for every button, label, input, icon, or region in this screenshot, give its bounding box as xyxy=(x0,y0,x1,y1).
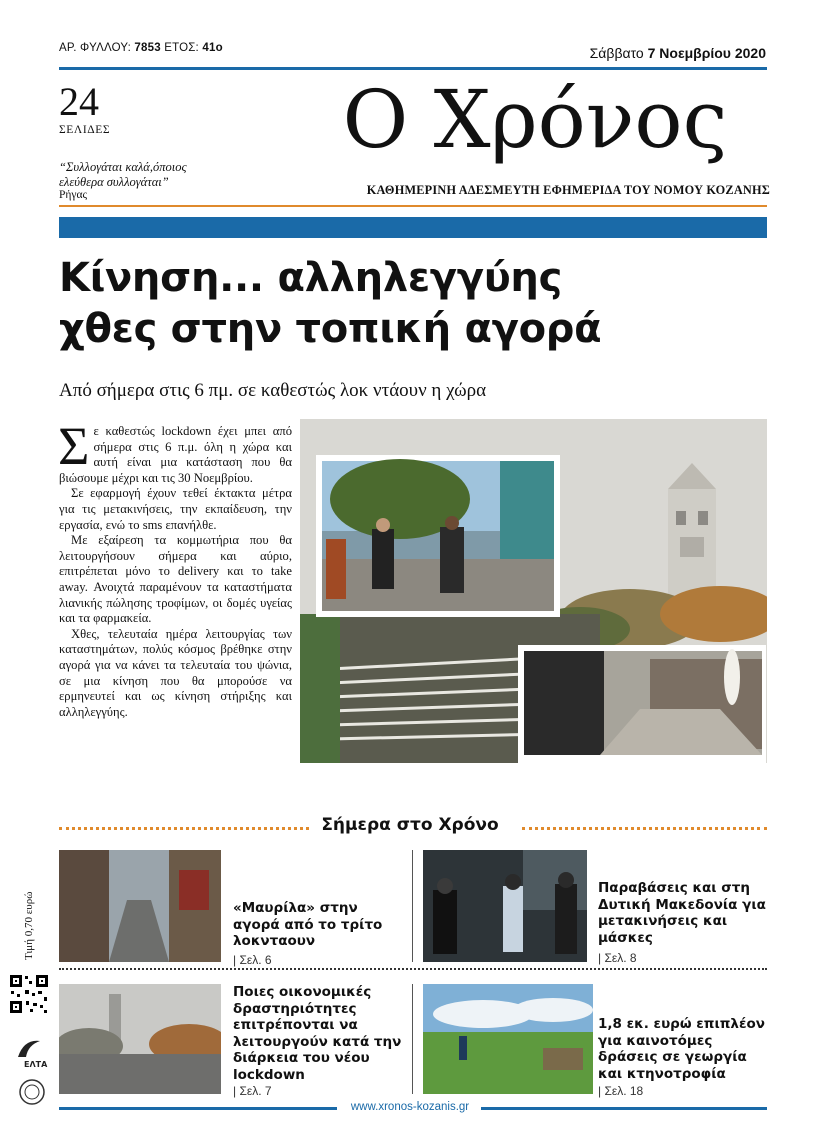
qr-code-icon xyxy=(8,973,50,1015)
card-photo-3 xyxy=(59,984,221,1094)
farm-photo xyxy=(423,984,593,1094)
article-paragraph: Σε καθεστώς lockdown έχει μπει από σήμερα στις 6 π.μ. όλη η χώρα και αυτή είναι μια κατάσταση που θα βιώσουμε μέχρι και τις 30 Νοεμβρίου. xyxy=(58,416,292,485)
section-dots-right xyxy=(522,827,767,830)
elta-logo xyxy=(14,1035,50,1069)
page-count-label: ΣΕΛΙΔΕΣ xyxy=(59,124,111,136)
card-page-1: | Σελ. 6 xyxy=(233,953,272,967)
lead-article-body xyxy=(58,416,292,720)
issue-date: Σάββατο 7 Νοεμβρίου 2020 xyxy=(589,45,766,61)
svg-text:ΕΛΤΑ: ΕΛΤΑ xyxy=(24,1060,48,1069)
card-title-2[interactable]: Παραβάσεις και στη Δυτική Μακεδονία για μετακινήσεις και μάσκες xyxy=(598,880,766,946)
photo-collage-svg xyxy=(300,419,767,763)
card-page-2: | Σελ. 8 xyxy=(598,951,637,965)
motto-quote: “Συλλογάται καλά,όποιος ελεύθερα συλλογάται” xyxy=(59,160,187,189)
square-photo xyxy=(59,984,221,1094)
card-title-4[interactable]: 1,8 εκ. ευρώ επιπλέον για καινοτόμες δράσεις σε γεωργία και κτηνοτροφία xyxy=(598,1016,765,1082)
motto-author: Ρήγας xyxy=(59,189,88,201)
footer-rule-right xyxy=(481,1107,767,1110)
card-divider-vertical xyxy=(412,850,413,962)
website-link[interactable]: www.xronos-kozanis.gr xyxy=(350,1101,470,1113)
card-photo-4 xyxy=(423,984,593,1094)
card-page-3: | Σελ. 7 xyxy=(233,1084,272,1098)
section-title-today: Σήμερα στο Χρόνο xyxy=(321,815,499,835)
card-photo-2 xyxy=(423,850,587,962)
blue-band xyxy=(59,217,767,238)
masthead-title: Ο Χρόνος xyxy=(342,73,728,166)
article-paragraph: Χθες, τελευταία ημέρα λειτουργίας των καταστημάτων, πολύς κόσμος βρέθηκε στην αγορά για να κάνει τα τελευταία του ψώνια, σε μια κίνηση που θα μπορούσε να ερμηνευτεί και ως κίνηση στήριξης και αλληλεγγύης. xyxy=(59,626,292,719)
header-rule xyxy=(59,205,767,207)
card-divider-horizontal xyxy=(59,968,767,970)
article-paragraph: Με εξαίρεση τα κομμωτήρια που θα λειτουργήσουν σήμερα και αύριο, επιτρέπεται μόνο το delivery και το take away. Ανοιχτά παραμένουν τα καταστήματα λιανικής πώλησης τροφίμων, οι δομές υγείας και τα φαρμακεία. xyxy=(59,533,292,626)
article-paragraph: Σε εφαρμογή έχουν τεθεί έκτακτα μέτρα για τις μετακινήσεις, την εκπαίδευση, την εργασία, ενώ το sms επανήλθε. xyxy=(59,486,292,532)
masthead-tagline: ΚΑΘΗΜΕΡΙΝΗ ΑΔΕΣΜΕΥΤΗ ΕΦΗΜΕΡΙΔΑ ΤΟΥ ΝΟΜΟΥ ΚΟΖΑΝΗΣ xyxy=(366,183,770,197)
price-label: Τιμή 0,70 ευρώ xyxy=(23,891,35,960)
street-photo xyxy=(59,850,221,962)
drop-cap: Σ xyxy=(58,416,90,476)
lead-subheadline: Από σήμερα στις 6 πμ. σε καθεστώς λοκ ντάουν η χώρα xyxy=(59,380,487,401)
card-page-4: | Σελ. 18 xyxy=(598,1084,644,1098)
police-photo xyxy=(423,850,587,962)
page-count: 24 xyxy=(59,79,99,124)
lead-photo-collage xyxy=(300,419,767,763)
lead-headline: Κίνηση... αλληλεγγύης χθες στην τοπική αγορά xyxy=(59,255,602,352)
card-title-3[interactable]: Ποιες οικονομικές δραστηριότητες επιτρέπονται να λειτουργούν κατά την διάρκεια του νέου lockdown xyxy=(233,984,402,1083)
card-title-1[interactable]: «Μαυρίλα» στην αγορά από το τρίτο λοκνταουν xyxy=(233,900,383,949)
card-photo-1 xyxy=(59,850,221,962)
issue-info: ΑΡ. ΦΥΛΛΟΥ: 7853 ΕΤΟΣ: 41ο xyxy=(59,42,223,54)
card-divider-vertical xyxy=(412,984,413,1094)
